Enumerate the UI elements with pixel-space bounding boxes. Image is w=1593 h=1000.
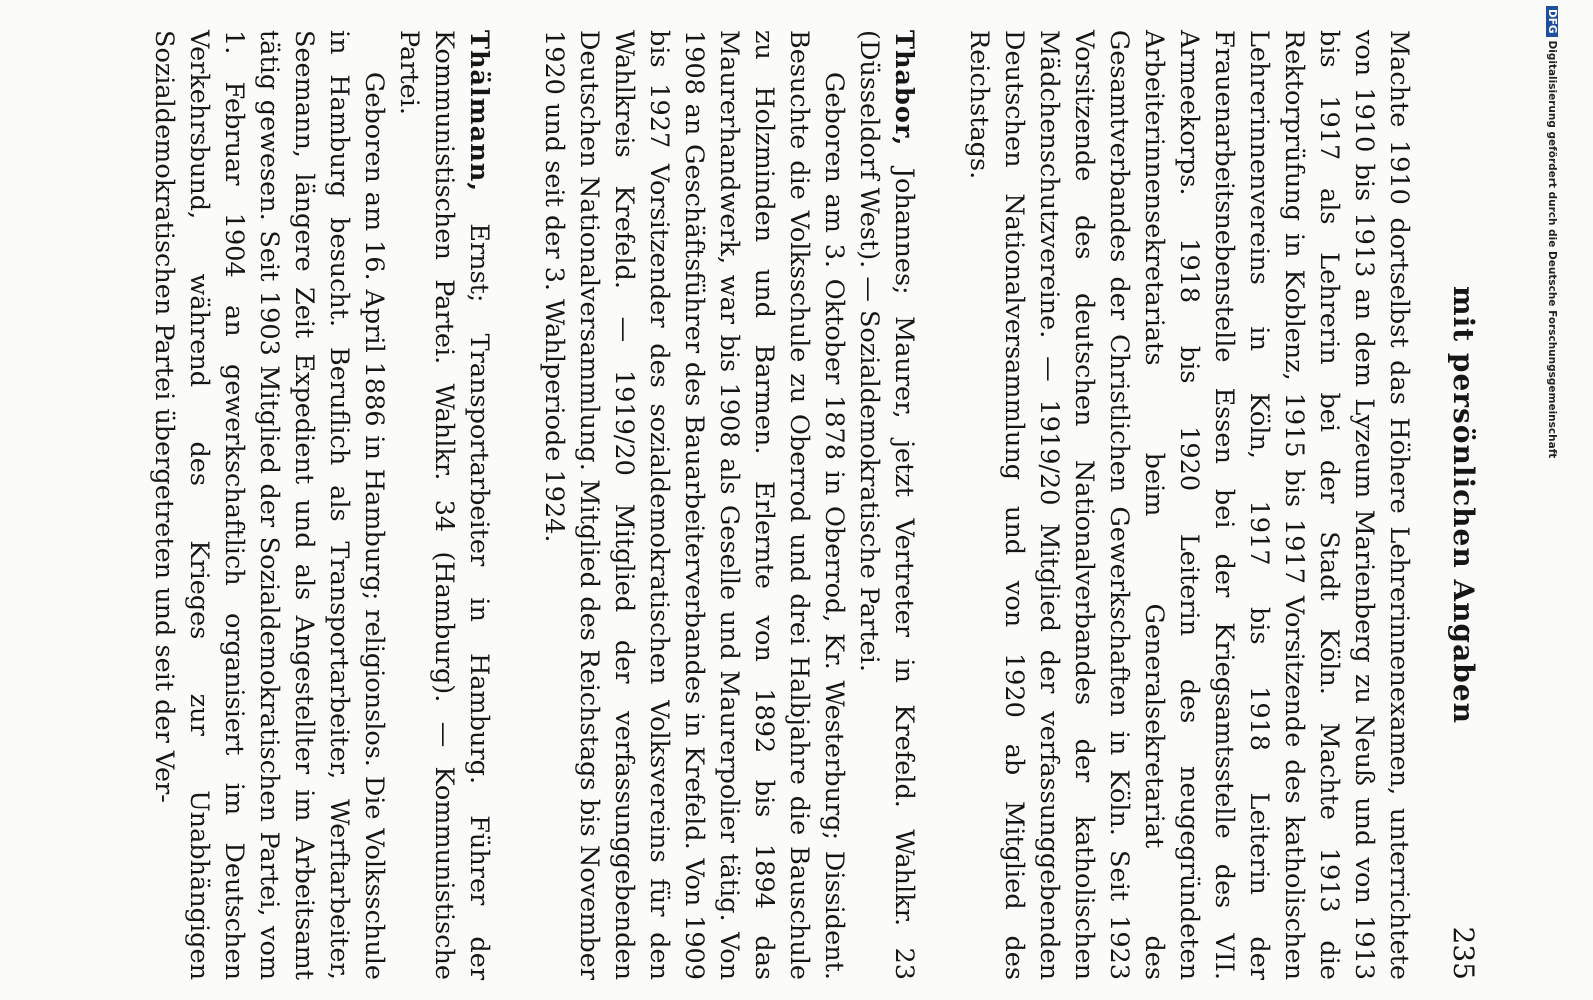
- entry-name: Thabor,: [889, 30, 919, 147]
- entry-paragraph: Machte 1910 dortselbst das Höhere Lehrerinnenexamen, unterrichtete von 1910 bis 1913 an dem Lyzeum Marienberg zu Neuß und von 1913 bis 1917 als Lehrerin bei der Stadt Köln. Machte 1913 die Rektorprüfung in Koblenz, 1915 bis 1917 Vorsitzende des katholischen Lehrerinnenvereins in Köln, 1917 bis 1918 Leiterin der Frauenarbeitsnebenstelle Essen bei der Kriegsamtsstelle des VII. Armeekorps. 1918 bis 1920 Leiterin des neugegründeten Arbeiterinnensekretariats beim Generalsekretariat des Gesamtverbandes der Christlichen Gewerkschaften in Köln. Seit 1923 Vorsitzende des deutschen Nationalverbandes der katholischen Mädchenschutzvereine. — 1919/20 Mitglied der verfassunggebenden Deutschen Nationalversammlung und von 1920 ab Mitglied des Reichstags.: [964, 30, 1414, 980]
- entry-heading: [391, 30, 496, 980]
- entry-intro: Ernst; Transportarbeiter in Hamburg. Führer der Kommunistischen Partei. Wahlkr. 34 (Hamburg). — Kommunistische Partei.: [394, 30, 494, 981]
- entry-name: Thälmann,: [464, 30, 494, 193]
- entry-continuation: [961, 30, 1416, 980]
- page-header: [1428, 30, 1488, 980]
- entries-list: [106, 30, 1416, 980]
- entry-heading: [851, 30, 921, 980]
- entry-thaelmann: [146, 30, 496, 980]
- entry-intro: Johannes; Maurer, jetzt Vertreter in Krefeld. Wahlkr. 23 (Düsseldorf West). — Sozialdemokratische Partei.: [854, 30, 919, 980]
- digitization-note-text: Digitalisierung gefördert durch die Deutsche Forschungsgemeinschaft: [1546, 40, 1558, 459]
- entry-thabor: [536, 30, 921, 980]
- digitization-note: [1536, 6, 1564, 996]
- rotated-page-content: [48, 30, 1488, 980]
- dfg-logo: DFG: [1546, 6, 1558, 37]
- entry-paragraph: Geboren am 3. Oktober 1878 in Oberrod, Kr. Westerburg; Dissident. Besuchte die Volksschule zu Oberrod und drei Halbjahre die Bauschule zu Holzminden und Barmen. Erlernte von 1892 bis 1894 das Maurerhandwerk, war bis 1908 als Geselle und Maurerpolier tätig. Von 1908 an Geschäftsführer des Bauarbeiterverbandes in Krefeld. Von 1909 bis 1927 Vorsitzender des sozialdemokratischen Volksvereins für den Wahlkreis Krefeld. — 1919/20 Mitglied der verfassunggebenden Deutschen Nationalversammlung. Mitglied des Reichstags bis November 1920 und seit der 3. Wahlperiode 1924.: [539, 30, 849, 980]
- running-head: mit persönlichen Angaben: [1447, 285, 1480, 725]
- entry-paragraph: Geboren am 16. April 1886 in Hamburg; religionslos. Die Volksschule in Hamburg besucht. Beruflich als Transportarbeiter, Werftarbeiter, Seemann, längere Zeit Expedient und als Angestellter im Arbeitsamt tätig gewesen. Seit 1903 Mitglied der Sozialdemokratischen Partei, vom 1. Februar 1904 an gewerkschaftlich organisiert im Deutschen Verkehrsbund, während des Krieges zur Unabhängigen Sozialdemokratischen Partei übergetreten und seit der Ver-: [149, 30, 389, 980]
- page-number: 235: [1447, 926, 1480, 980]
